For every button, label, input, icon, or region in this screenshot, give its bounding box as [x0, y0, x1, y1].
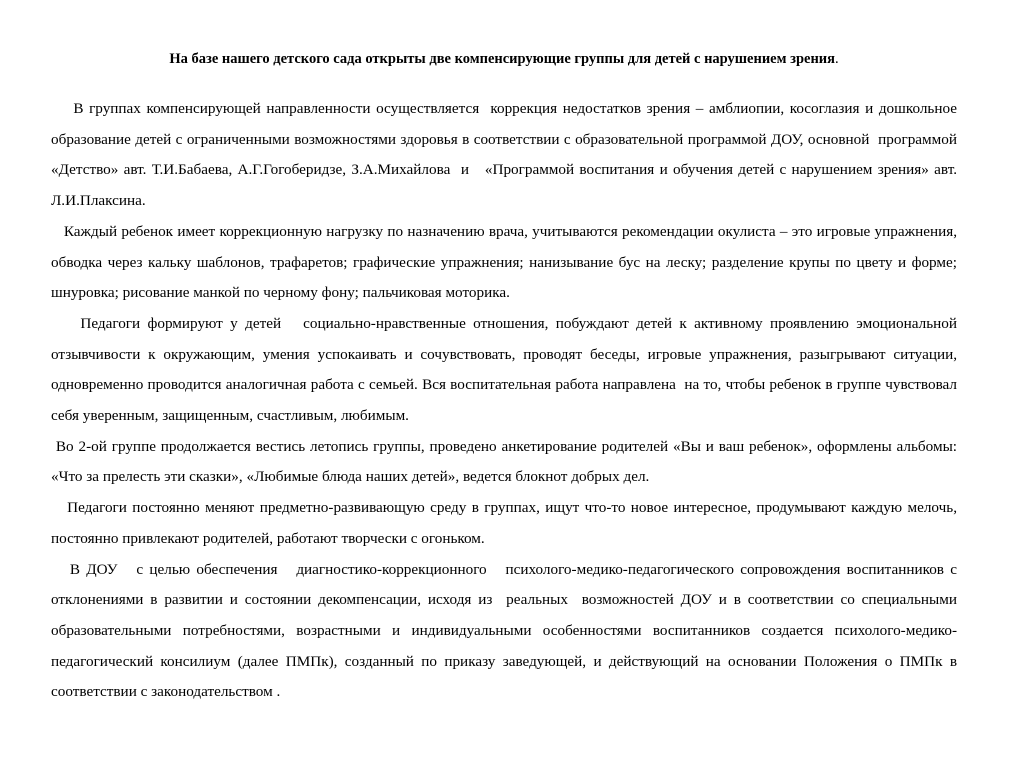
paragraph-group-chronicle: Во 2-ой группе продолжается вестись летопись группы, проведено анкетирование родителей «Вы и ваш ребенок», оформлены альбомы: «Что за прелесть эти сказки», «Любимые блюда наших детей», ведется блокнот добрых дел. [51, 437, 961, 486]
paragraph-teachers-social: Педагоги формируют у детей социально-нравственные отношения, побуждают детей к активному проявлению эмоциональной отзывчивости к окружающим, умения успокаивать и сочувствовать, проводят беседы, игровые упражнения, разыгрывают ситуации, одновременно проводится аналогичная работа с семьей. Вся воспитательная работа направлена на то, чтобы ребенок в группе чувствовал себя уверенным, защищенным, счастливым, любимым. [51, 314, 961, 425]
document-heading [51, 49, 957, 69]
document-body [51, 94, 961, 708]
paragraph-correction-groups: В группах компенсирующей направленности осуществляется коррекция недостатков зрения – амблиопии, косоглазия и дошкольное образование детей с ограниченными возможностями здоровья в соответствии с образовательной программой ДОУ, основной программой «Детство» авт. Т.И.Бабаева, А.Г.Гогоберидзе, З.А.Михайлова и «Программой воспитания и обучения детей с нарушением зрения» авт. Л.И.Плаксина. [51, 100, 961, 210]
paragraph-environment: Педагоги постоянно меняют предметно-развивающую среду в группах, ищут что-то новое интересное, продумывают каждую мелочь, постоянно привлекают родителей, работают творчески с огоньком. [51, 499, 961, 547]
heading-text: На базе нашего детского сада открыты две компенсирующие группы для детей с нарушением зрения [169, 51, 835, 67]
heading-end: . [835, 51, 839, 67]
paragraph-correction-load: Каждый ребенок имеет коррекционную нагрузку по назначению врача, учитываются рекомендации окулиста – это игровые упражнения, обводка через кальку шаблонов, трафаретов; графические упражнения; нанизывание бус на леску; разделение крупы по цвету и форме; шнуровка; рисование манкой по черному фону; пальчиковая моторика. [51, 222, 961, 302]
paragraph-pmpk: В ДОУ с целью обеспечения диагностико-коррекционного психолого-медико-педагогического сопровождения воспитанников с отклонениями в развитии и состоянии декомпенсации, исходя из реальных возможностей ДОУ и в соответствии со специальными образовательными потребностями, возрастными и индивидуальными особенностями воспитанников создается психолого-медико-педагогический консилиум (далее ПМПк), созданный по приказу заведующей, и действующий на основании Положения о ПМПк в соответствии с законодательством . [51, 560, 961, 701]
